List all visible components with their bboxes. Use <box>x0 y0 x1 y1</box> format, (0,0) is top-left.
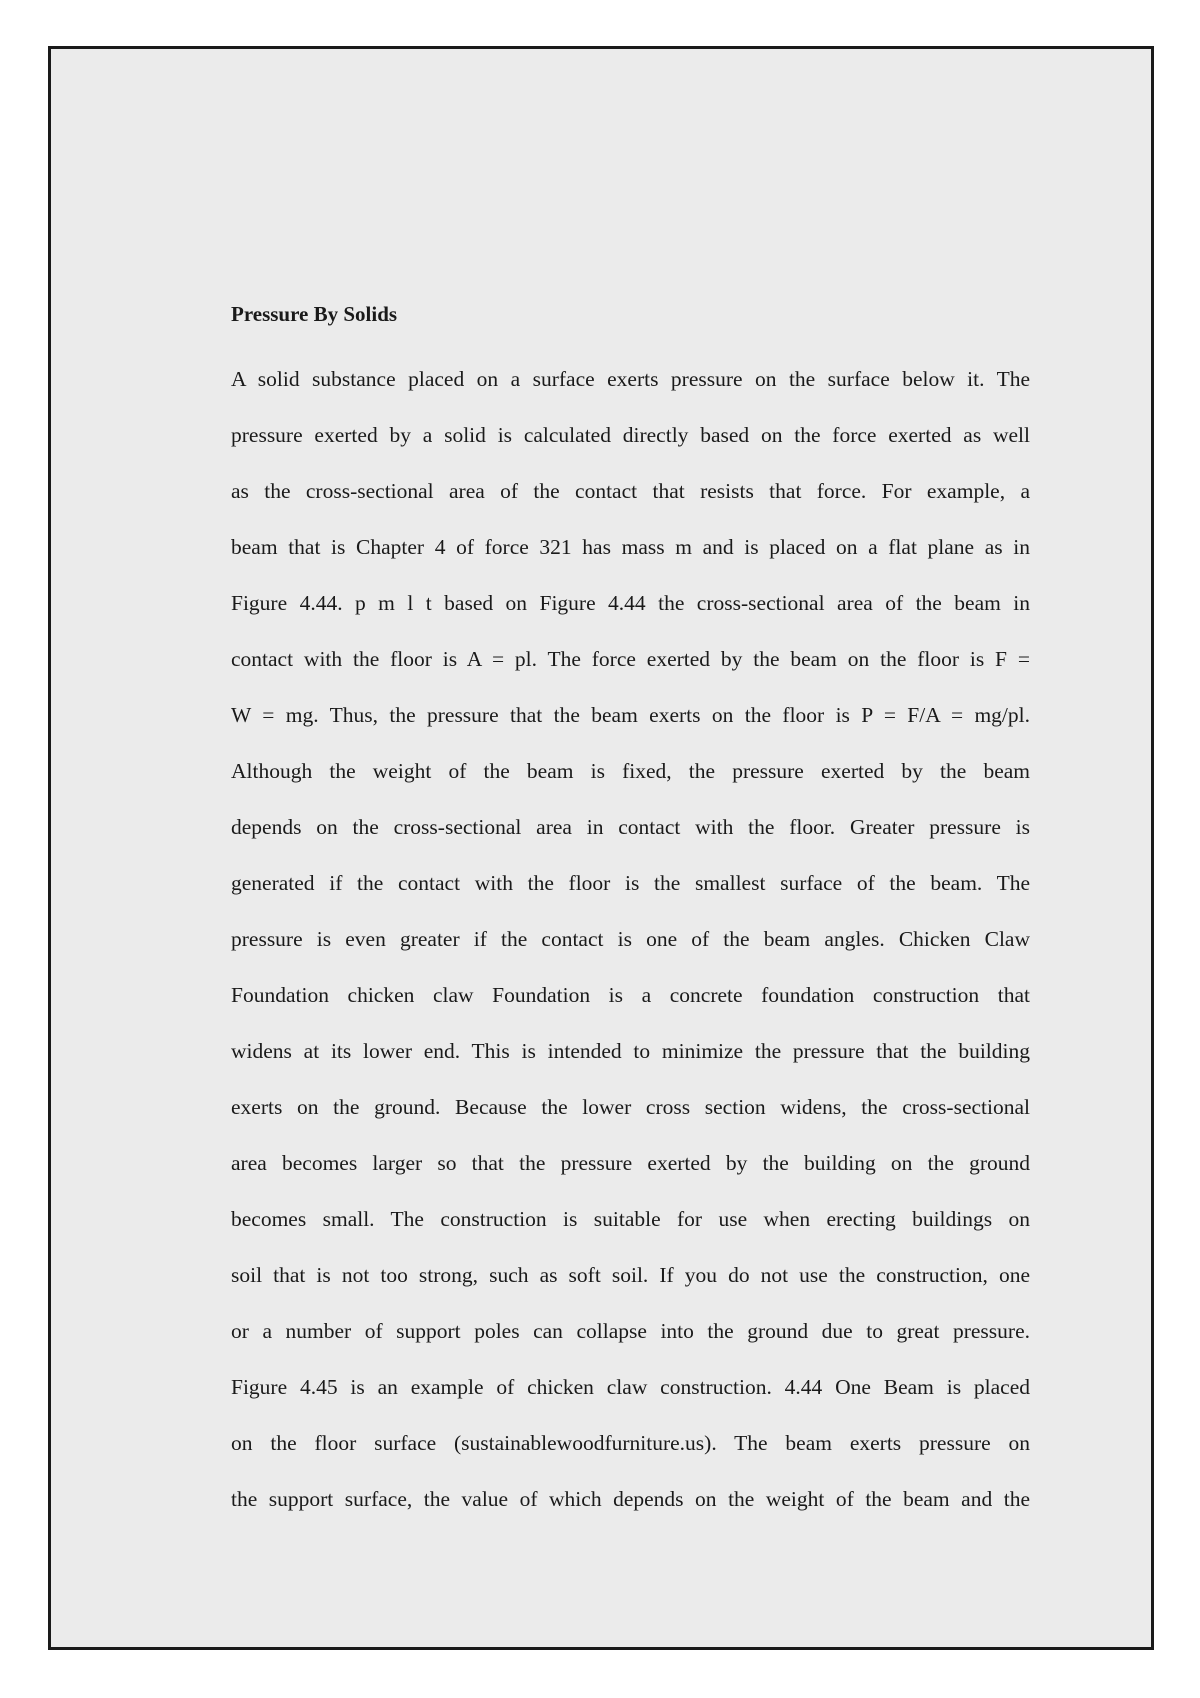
text-line: the support surface, the value of which depends on the weight of the beam and the <box>231 1487 1030 1511</box>
text-line: depends on the cross-sectional area in contact with the floor. Greater pressure is <box>231 815 1030 839</box>
text-line: generated if the contact with the floor is the smallest surface of the beam. The <box>231 871 1030 895</box>
text-line: or a number of support poles can collapse into the ground due to great pressure. <box>231 1319 1030 1343</box>
page-content <box>231 299 1030 1527</box>
text-line: W = mg. Thus, the pressure that the beam exerts on the floor is P = F/A = mg/pl. <box>231 703 1030 727</box>
text-line: contact with the floor is A = pl. The force exerted by the beam on the floor is F = <box>231 647 1030 671</box>
text-line: exerts on the ground. Because the lower cross section widens, the cross-sectional <box>231 1095 1030 1119</box>
text-line: Figure 4.44. p m l t based on Figure 4.44 the cross-sectional area of the beam in <box>231 591 1030 615</box>
text-line: becomes small. The construction is suitable for use when erecting buildings on <box>231 1207 1030 1231</box>
text-line: pressure exerted by a solid is calculated directly based on the force exerted as well <box>231 423 1030 447</box>
text-line: pressure is even greater if the contact is one of the beam angles. Chicken Claw <box>231 927 1030 951</box>
body-paragraph <box>231 351 1030 1527</box>
text-line: Figure 4.45 is an example of chicken claw construction. 4.44 One Beam is placed <box>231 1375 1030 1399</box>
text-line: Foundation chicken claw Foundation is a concrete foundation construction that <box>231 983 1030 1007</box>
page-frame <box>48 46 1154 1650</box>
text-line: as the cross-sectional area of the contact that resists that force. For example, a <box>231 479 1030 503</box>
text-line: Although the weight of the beam is fixed, the pressure exerted by the beam <box>231 759 1030 783</box>
section-heading: Pressure By Solids <box>231 302 398 326</box>
text-line: A solid substance placed on a surface exerts pressure on the surface below it. The <box>231 367 1030 391</box>
text-line: on the floor surface (sustainablewoodfurniture.us). The beam exerts pressure on <box>231 1431 1030 1455</box>
text-line: soil that is not too strong, such as soft soil. If you do not use the construction, one <box>231 1263 1030 1287</box>
text-line: beam that is Chapter 4 of force 321 has mass m and is placed on a flat plane as in <box>231 535 1030 559</box>
text-line: area becomes larger so that the pressure exerted by the building on the ground <box>231 1151 1030 1175</box>
text-line: widens at its lower end. This is intended to minimize the pressure that the building <box>231 1039 1030 1063</box>
